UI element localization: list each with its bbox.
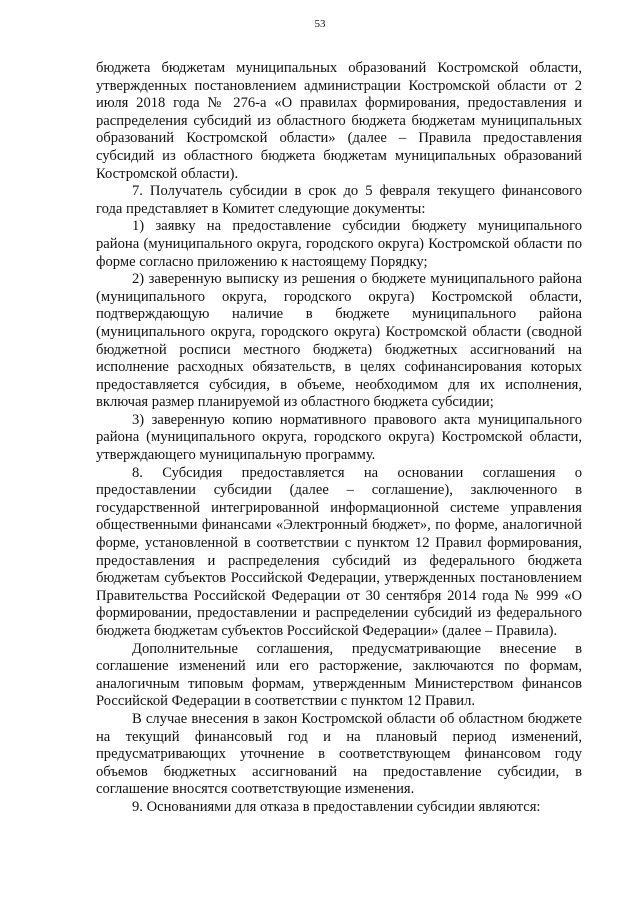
paragraph-item-1: 1) заявку на предоставление субсидии бюджету муниципального района (муниципального округа, городского округа) Костромской области по форме согласно приложению к настоящему Порядку; [96,218,582,270]
paragraph-item-3: 3) заверенную копию нормативного правового акта муниципального района (муниципального округа, городского округа) Костромской области, утверждающего муниципальную программу. [96,411,582,464]
paragraph-additional-agreements: Дополнительные соглашения, предусматривающие внесение в соглашение изменений или его расторжение, заключаются по формам, аналогичным типовым формам, утвержденным Министерством финансов Российской Федерации в соответствии с пунктом 12 Правил. [96,640,582,710]
paragraph-clause-9: 9. Основаниями для отказа в предоставлении субсидии являются: [132,798,541,815]
document-body [96,60,582,817]
paragraph-clause-7: 7. Получатель субсидии в срок до 5 февраля текущего финансового года представляет в Комитет следующие документы: [96,183,582,217]
paragraph-budget-changes: В случае внесения в закон Костромской области об областном бюджете на текущий финансовый год и на плановый период изменений, предусматривающих уточнение в соответствующем финансовом году объемов бюджетных ассигнований на предоставление субсидии, в соглашение вносятся соответствующие изменения. [96,710,582,798]
paragraph-continuation: бюджета бюджетам муниципальных образований Костромской области, утвержденных постановлением администрации Костромской области от 2 июля 2018 года № 276-а «О правилах формирования, предоставления и распределения субсидий из областного бюджета бюджетам муниципальных образований Костромской области» (далее – Правила предоставления субсидий из областного бюджета бюджетам муниципальных образований Костромской области). [96,60,582,182]
paragraph-item-2: 2) заверенную выписку из решения о бюджете муниципального района (муниципального округа, городского округа) Костромской области, подтверждающую наличие в бюджете муниципального района (муниципального округа, городского округа) Костромской области (сводной бюджетной росписи местного бюджета) бюджетных ассигнований на исполнение расходных обязательств, в целях софинансирования которых предоставляется субсидия, в объеме, необходимом для их исполнения, включая размер планируемой из областного бюджета субсидии; [96,271,582,411]
page-number: 53 [314,18,326,30]
paragraph-clause-8: 8. Субсидия предоставляется на основании соглашения о предоставлении субсидии (далее – соглашение), заключенного в государственной интегрированной информационной системе управления общественными финансами «Электронный бюджет», по форме, аналогичной форме, установленной в соответствии с пунктом 12 Правил формирования, предоставления и распределения субсидий из федерального бюджета бюджетам субъектов Российской Федерации, утвержденных постановлением Правительства Российской Федерации от 30 сентября 2014 года № 999 «О формировании, предоставлении и распределении субсидий из федерального бюджета бюджетам субъектов Российской Федерации» (далее – Правила). [96,464,582,639]
